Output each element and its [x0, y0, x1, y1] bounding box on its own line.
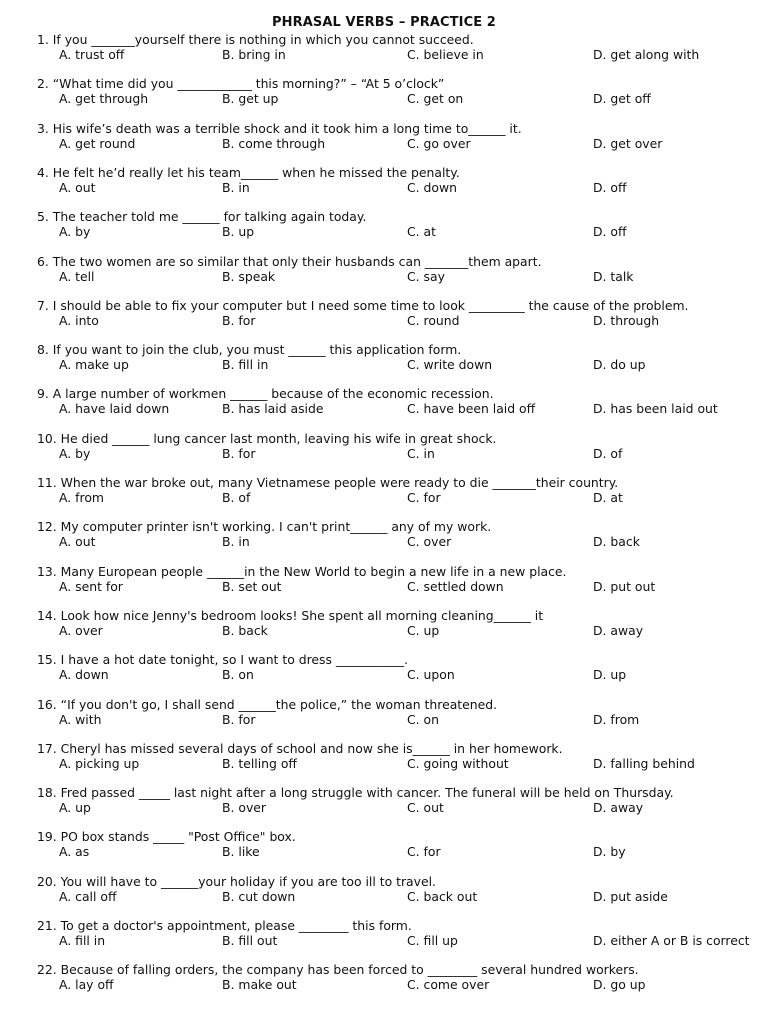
answer-options [37, 534, 762, 549]
question-text: 11. When the war broke out, many Vietnamese people were ready to die _______their country. [37, 475, 619, 490]
question-item [37, 697, 762, 727]
option-b: B. make out [222, 977, 297, 992]
question-text: 7. I should be able to fix your computer but I need some time to look _________ the cause of the problem. [37, 298, 689, 313]
option-d: D. through [593, 313, 660, 328]
answer-options [37, 136, 762, 151]
answer-options [37, 712, 762, 727]
question-text: 9. A large number of workmen ______ because of the economic recession. [37, 386, 494, 401]
question-item [37, 962, 762, 992]
option-d: D. do up [593, 357, 646, 372]
option-a: A. down [59, 667, 109, 682]
option-c: C. go over [407, 136, 471, 151]
option-c: C. write down [407, 357, 493, 372]
question-text: 14. Look how nice Jenny's bedroom looks! She spent all morning cleaning______ it [37, 608, 544, 623]
option-b: B. on [222, 667, 254, 682]
question-item [37, 431, 762, 461]
option-b: B. fill out [222, 933, 278, 948]
question-text: 20. You will have to ______your holiday if you are too ill to travel. [37, 874, 436, 889]
question-item [37, 652, 762, 682]
option-c: C. down [407, 180, 457, 195]
question-item [37, 918, 762, 948]
option-a: A. as [59, 844, 90, 859]
option-b: B. up [222, 224, 255, 239]
answer-options [37, 933, 762, 948]
option-c: C. round [407, 313, 460, 328]
option-c: C. come over [407, 977, 490, 992]
option-d: D. talk [593, 269, 634, 284]
option-b: B. of [222, 490, 251, 505]
option-c: C. in [407, 446, 435, 461]
option-a: A. out [59, 534, 96, 549]
option-c: C. for [407, 844, 441, 859]
option-c: C. upon [407, 667, 455, 682]
option-d: D. by [593, 844, 626, 859]
question-item [37, 785, 762, 815]
option-b: B. telling off [222, 756, 297, 771]
option-b: B. cut down [222, 889, 296, 904]
option-b: B. in [222, 180, 250, 195]
question-text: 6. The two women are so similar that only their husbands can _______them apart. [37, 254, 542, 269]
option-c: C. on [407, 712, 439, 727]
question-item [37, 32, 762, 62]
page-title: PHRASAL VERBS – PRACTICE 2 [272, 15, 496, 30]
option-b: B. in [222, 534, 250, 549]
answer-options [37, 844, 762, 859]
question-text: 16. “If you don't go, I shall send ______the police,” the woman threatened. [37, 697, 498, 712]
question-item [37, 121, 762, 151]
answer-options [37, 91, 762, 106]
answer-options [37, 977, 762, 992]
option-c: C. out [407, 800, 444, 815]
question-item [37, 342, 762, 372]
option-d: D. get off [593, 91, 651, 106]
option-d: D. from [593, 712, 640, 727]
option-b: B. get up [222, 91, 279, 106]
option-d: D. at [593, 490, 623, 505]
option-d: D. away [593, 623, 644, 638]
option-a: A. by [59, 224, 91, 239]
option-c: C. get on [407, 91, 464, 106]
option-d: D. back [593, 534, 640, 549]
answer-options [37, 313, 762, 328]
question-text: 18. Fred passed _____ last night after a long struggle with cancer. The funeral will be held on Thursday. [37, 785, 674, 800]
question-text: 17. Cheryl has missed several days of school and now she is______ in her homework. [37, 741, 563, 756]
option-d: D. get over [593, 136, 663, 151]
option-c: C. over [407, 534, 452, 549]
option-a: A. from [59, 490, 104, 505]
question-item [37, 874, 762, 904]
answer-options [37, 401, 762, 416]
option-b: B. for [222, 712, 256, 727]
answer-options [37, 490, 762, 505]
option-a: A. lay off [59, 977, 114, 992]
option-a: A. out [59, 180, 96, 195]
option-a: A. have laid down [59, 401, 170, 416]
option-a: A. make up [59, 357, 129, 372]
option-a: A. up [59, 800, 91, 815]
option-d: D. get along with [593, 47, 700, 62]
option-b: B. come through [222, 136, 326, 151]
answer-options [37, 47, 762, 62]
option-b: B. for [222, 446, 256, 461]
question-item [37, 741, 762, 771]
answer-options [37, 357, 762, 372]
question-item [37, 519, 762, 549]
answer-options [37, 800, 762, 815]
question-item [37, 608, 762, 638]
option-a: A. get through [59, 91, 149, 106]
question-item [37, 386, 762, 416]
option-d: D. put aside [593, 889, 668, 904]
answer-options [37, 889, 762, 904]
option-b: B. bring in [222, 47, 286, 62]
option-d: D. of [593, 446, 623, 461]
question-text: 13. Many European people ______in the New World to begin a new life in a new place. [37, 564, 567, 579]
option-c: C. settled down [407, 579, 504, 594]
question-item [37, 209, 762, 239]
option-a: A. get round [59, 136, 136, 151]
option-d: D. either A or B is correct [593, 933, 750, 948]
option-a: A. over [59, 623, 103, 638]
option-a: A. call off [59, 889, 117, 904]
option-d: D. go up [593, 977, 646, 992]
option-d: D. put out [593, 579, 656, 594]
option-c: C. fill up [407, 933, 458, 948]
option-c: C. up [407, 623, 440, 638]
option-a: A. by [59, 446, 91, 461]
option-a: A. trust off [59, 47, 125, 62]
option-a: A. sent for [59, 579, 123, 594]
option-b: B. back [222, 623, 268, 638]
answer-options [37, 756, 762, 771]
option-b: B. fill in [222, 357, 269, 372]
question-text: 22. Because of falling orders, the company has been forced to ________ several hundred workers. [37, 962, 639, 977]
question-text: 10. He died ______ lung cancer last month, leaving his wife in great shock. [37, 431, 497, 446]
option-c: C. have been laid off [407, 401, 536, 416]
answer-options [37, 623, 762, 638]
question-text: 8. If you want to join the club, you must ______ this application form. [37, 342, 462, 357]
question-text: 15. I have a hot date tonight, so I want to dress ___________. [37, 652, 408, 667]
option-a: A. into [59, 313, 99, 328]
option-c: C. back out [407, 889, 478, 904]
question-text: 1. If you _______yourself there is nothing in which you cannot succeed. [37, 32, 474, 47]
question-item [37, 475, 762, 505]
question-text: 19. PO box stands _____ "Post Office" box. [37, 829, 296, 844]
answer-options [37, 579, 762, 594]
option-d: D. has been laid out [593, 401, 718, 416]
option-a: A. with [59, 712, 102, 727]
option-d: D. off [593, 224, 627, 239]
option-d: D. up [593, 667, 627, 682]
option-b: B. over [222, 800, 267, 815]
option-d: D. away [593, 800, 644, 815]
answer-options [37, 667, 762, 682]
option-c: C. going without [407, 756, 509, 771]
option-b: B. for [222, 313, 256, 328]
option-c: C. at [407, 224, 436, 239]
option-b: B. like [222, 844, 260, 859]
option-a: A. fill in [59, 933, 106, 948]
question-item [37, 564, 762, 594]
answer-options [37, 269, 762, 284]
question-item [37, 76, 762, 106]
option-d: D. off [593, 180, 627, 195]
question-text: 5. The teacher told me ______ for talking again today. [37, 209, 367, 224]
answer-options [37, 224, 762, 239]
question-text: 12. My computer printer isn't working. I can't print______ any of my work. [37, 519, 492, 534]
question-text: 3. His wife’s death was a terrible shock and it took him a long time to______ it. [37, 121, 522, 136]
option-a: A. picking up [59, 756, 140, 771]
question-text: 2. “What time did you ____________ this morning?” – “At 5 o’clock” [37, 76, 445, 91]
option-c: C. for [407, 490, 441, 505]
question-item [37, 165, 762, 195]
question-text: 21. To get a doctor's appointment, please ________ this form. [37, 918, 412, 933]
option-c: C. say [407, 269, 445, 284]
question-text: 4. He felt he’d really let his team______ when he missed the penalty. [37, 165, 460, 180]
option-a: A. tell [59, 269, 95, 284]
option-b: B. has laid aside [222, 401, 324, 416]
question-item [37, 254, 762, 284]
option-d: D. falling behind [593, 756, 695, 771]
option-c: C. believe in [407, 47, 484, 62]
option-b: B. speak [222, 269, 276, 284]
option-b: B. set out [222, 579, 282, 594]
question-item [37, 829, 762, 859]
answer-options [37, 180, 762, 195]
question-item [37, 298, 762, 328]
answer-options [37, 446, 762, 461]
